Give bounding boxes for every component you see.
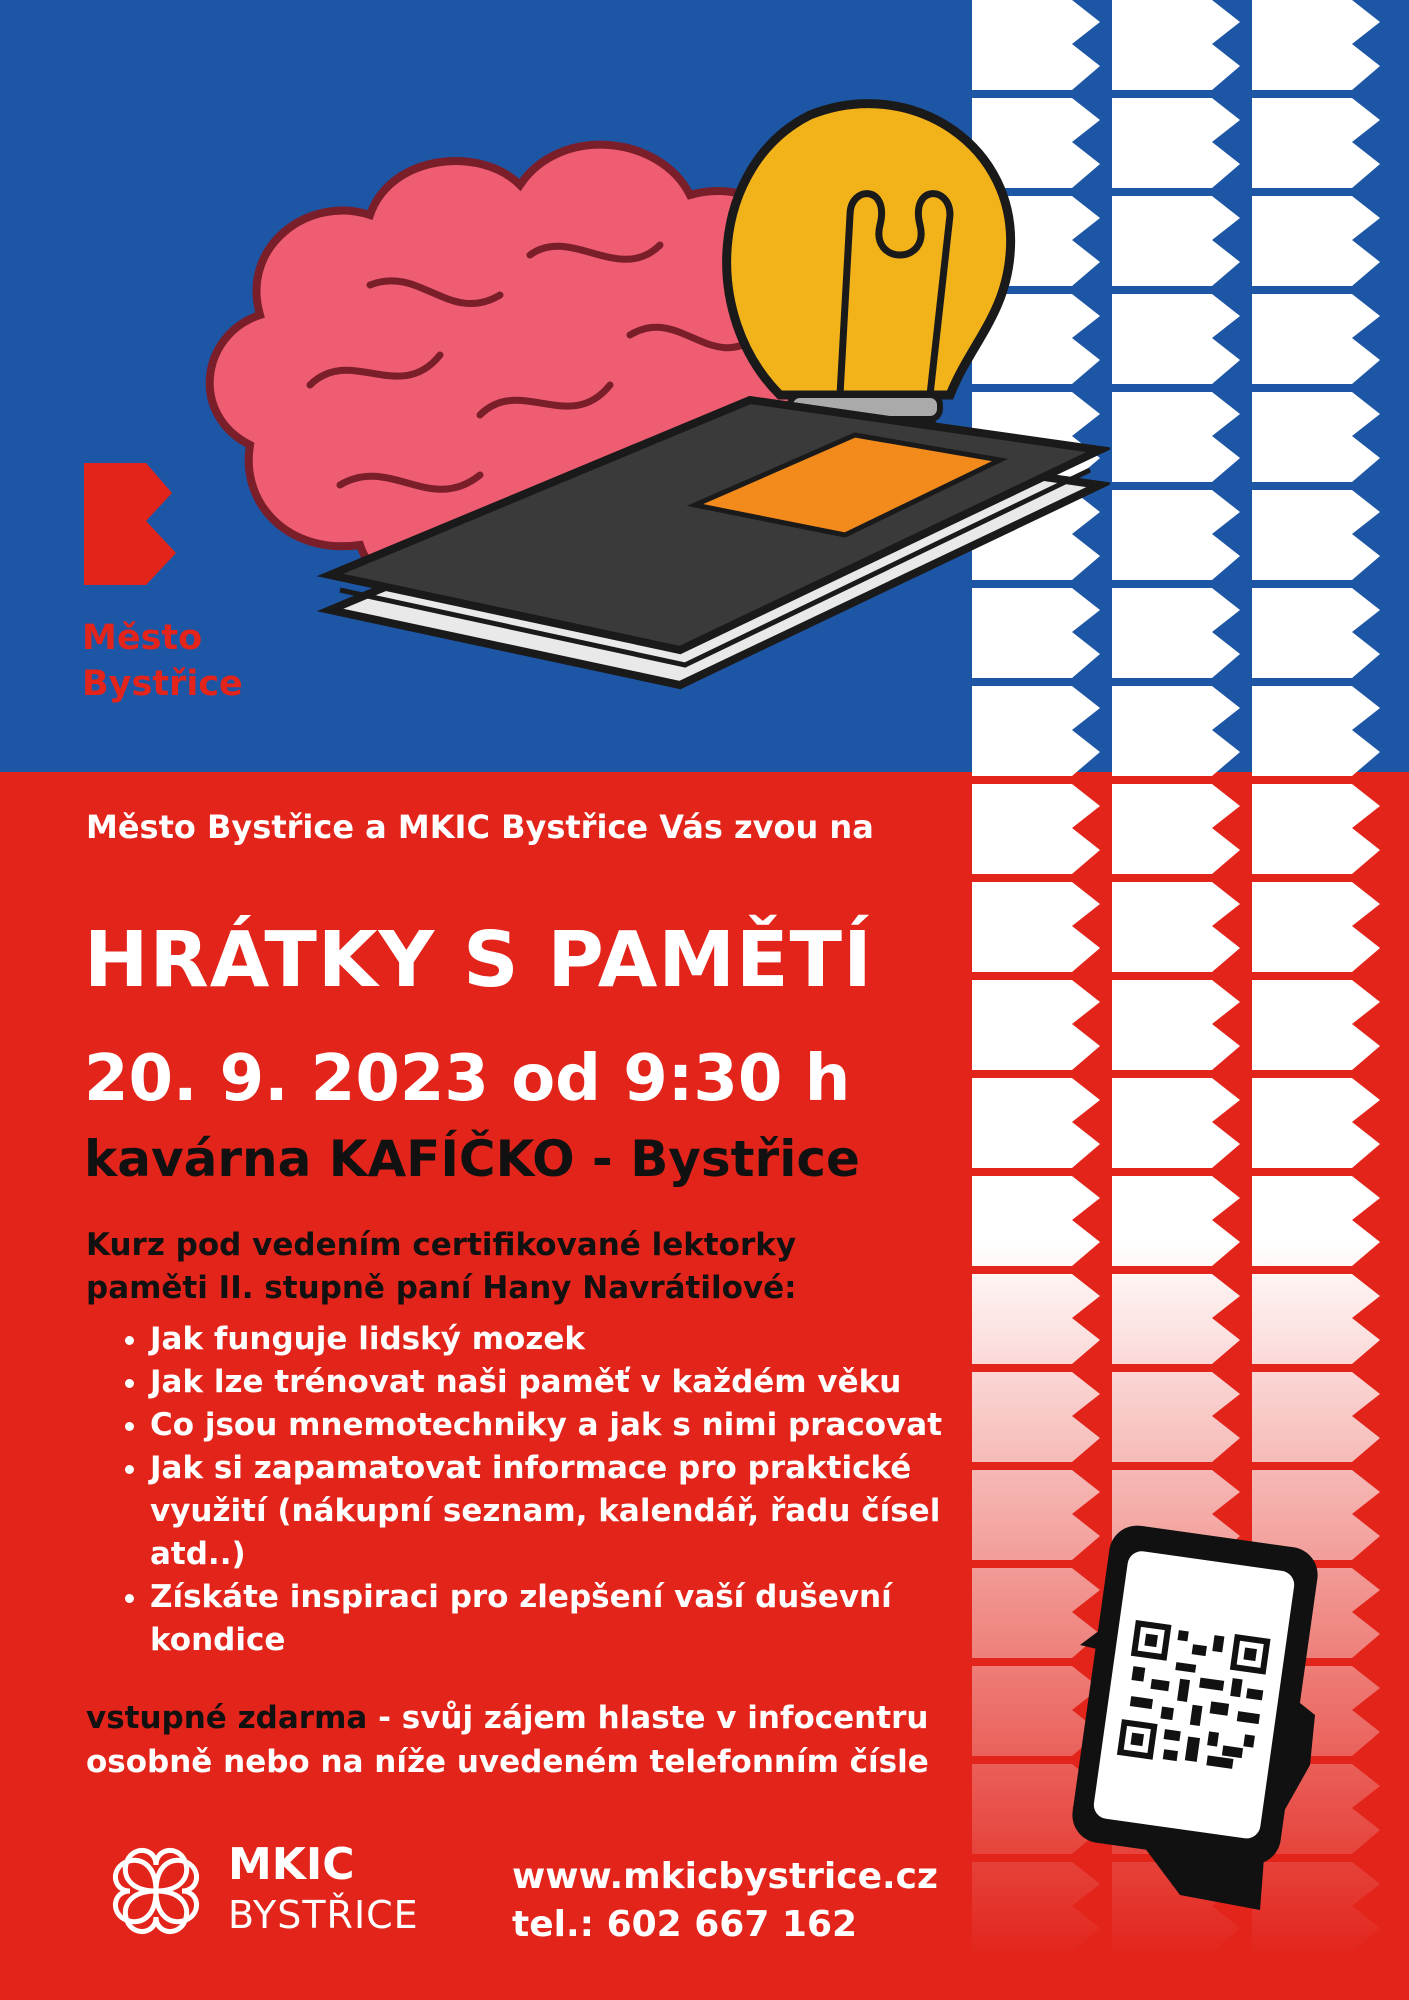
qr-code (1112, 1616, 1275, 1779)
invitation-line: Město Bystřice a MKIC Bystřice Vás zvou na (86, 808, 874, 846)
illustration (190, 85, 1110, 725)
mkic-logo-name: MKIC (228, 1839, 355, 1890)
mkic-logo-sub: BYSTŘICE (228, 1893, 419, 1937)
city-logo-line1: Město (82, 618, 203, 658)
event-date: 20. 9. 2023 od 9:30 h (84, 1042, 851, 1116)
list-item: • Jak funguje lidský mozek (150, 1318, 1010, 1361)
phone-number[interactable]: tel.: 602 667 162 (512, 1904, 858, 1945)
city-b-logo-icon (84, 463, 180, 585)
website-link[interactable]: www.mkicbystrice.cz (512, 1856, 938, 1897)
phone-qr-icon (1060, 1515, 1322, 1910)
city-logo-text (82, 615, 243, 707)
list-item: • Co jsou mnemotechniky a jak s nimi pracovat (150, 1404, 1010, 1447)
list-item: • Jak lze trénovat naši paměť v každém věku (150, 1361, 1010, 1404)
topic-list (86, 1318, 1010, 1662)
list-item: • Jak si zapamatovat informace pro praktické využití (nákupní seznam, kalendář, řadu čísel atd..) (150, 1447, 1010, 1576)
entry-note-text: - svůj zájem hlaste v infocentru osobně nebo na níže uvedeném telefonním čísle (86, 1700, 929, 1780)
event-title: HRÁTKY S PAMĚTÍ (84, 916, 873, 1005)
city-logo-line2: Bystřice (82, 664, 243, 704)
entry-note (86, 1696, 946, 1784)
event-venue: kavárna KAFÍČKO - Bystřice (84, 1130, 860, 1188)
free-entry-label: vstupné zdarma (86, 1700, 368, 1736)
list-item: • Získáte inspiraci pro zlepšení vaší duševní kondice (150, 1576, 1010, 1662)
clover-logo-icon (100, 1835, 212, 1947)
course-intro: Kurz pod vedením certifikované lektorky paměti II. stupně paní Hany Navrátilové: (86, 1227, 797, 1306)
